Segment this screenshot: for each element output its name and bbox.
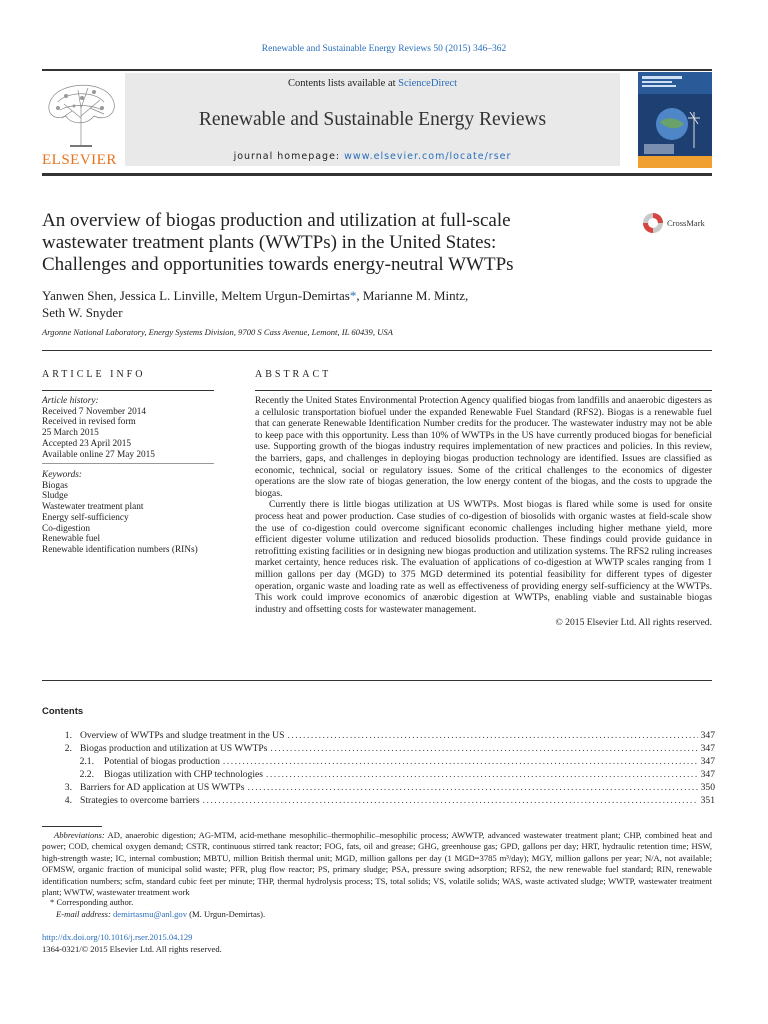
abstract-copyright: © 2015 Elsevier Ltd. All rights reserved. [555, 617, 712, 629]
elsevier-tree-icon [42, 78, 120, 148]
toc-entry[interactable]: 4. Strategies to overcome barriers ..... 351 [40, 795, 715, 807]
abstract-paragraph: Currently there is little biogas utilization at US WWTPs. Most biogas is flared while some is used for onsite process heat and power production. Case studies of co-digestion of biosolids with organic wastes at field-scale show the use of co-digestion could overcome significant economic challenges including higher methane yield, more efficient digester volume utilization and reduced biosolids production. These findings could provide guidance in retrofitting existing facilities or in designing new biogas production and utilization systems. The RFS2 ruling increases market certainty, hence reduces risk. The evaluation of applications of co-digestion at WWTP scales ranging from 1 million gallons per day (MGD) to 375 MGD determined its potential feasibility for different types of digester operation, organic waste and loading rate as well as effectiveness of providing energy self-sufficiency at the WWTPs. This work could improve economics of anærobic digestion at WWTPs, enabling viable and sustainable biogas industry and offsetting costs for wastewater management. [255, 499, 712, 615]
article-info-heading: ARTICLE INFO [42, 369, 146, 380]
history-item: Available online 27 May 2015 [42, 449, 155, 460]
toc-entry[interactable]: 2.2. Biogas utilization with CHP technologies ..... 347 [40, 769, 715, 781]
history-item: Received 7 November 2014 [42, 406, 147, 417]
contents-available: Contents lists available at ScienceDirect [287, 78, 458, 89]
issn-copyright: 1364-0321/© 2015 Elsevier Ltd. All rights reserved. [42, 944, 222, 954]
journal-homepage: journal homepage: www.elsevier.com/locate/rser [233, 151, 512, 162]
toc-entry[interactable]: 2. Biogas production and utilization at US WWTPs ..... 347 [40, 743, 715, 755]
abstract-body [255, 395, 712, 629]
journal-citation[interactable]: Renewable and Sustainable Energy Reviews 50 (2015) 346–362 [261, 44, 507, 54]
contents-heading: Contents [42, 706, 84, 717]
email-note: E-mail address: demirtasmu@anl.gov (M. Urgun-Demirtas). [56, 909, 266, 919]
journal-title: Renewable and Sustainable Energy Reviews [198, 109, 547, 130]
abstract-heading: ABSTRACT [255, 369, 332, 380]
sciencedirect-link[interactable]: ScienceDirect [398, 78, 458, 89]
article-title [42, 210, 642, 276]
history-item: 25 March 2015 [42, 428, 99, 439]
history-rule [42, 463, 214, 464]
article-info-rule [42, 390, 214, 391]
toc-entry[interactable]: 2.1. Potential of biogas production ..... 347 [40, 756, 715, 768]
toc-entry[interactable]: 1. Overview of WWTPs and sludge treatment in the US ..... 347 [40, 730, 715, 742]
author-list: Yanwen Shen, Jessica L. Linville, Meltem Urgun-Demirtas*, Marianne M. Mintz, Seth W. Snyder [42, 288, 469, 320]
keyword-item: Biogas [42, 480, 68, 491]
corresponding-author-marker[interactable]: * [349, 288, 357, 303]
abbreviations-footnote: Abbreviations: AD, anaerobic digestion; AG-MTM, acid-methane mesophilic–thermophilic–mesophilic process; AWWTP, advanced wastewater treatment plant; CHP, combined heat and power; COD, chemical oxygen demand; CSTR, continuous stirred tank reactor; FOG, fats, oil and grease; GHG, greenhouse gas; GPD, gallons per day; HRT, hydraulic retention time; HSW, high-strength waste; IC, internal combustion; MBTU, million British thermal unit; MGD, million gallons per day (1 MGD=3785 m³/day); MGY, million gallons per year; N/A, not available; OFMSW, organic fraction of municipal solid waste; PFR, plug flow reactor; PS, primary sludge; PSA, pressure swing adsorption; RFS2, the new renewable fuel standard; RIN, renewable identification numbers; scfm, standard cubic feet per minute; THP, thermal hydrolysis process; TS, total solids; VS, volatile solids; WAS, waste activated sludge; WWTP, wastewater treatment plant; WWTW, wastewater treatment work [42, 830, 712, 898]
keyword-item: Sludge [42, 491, 68, 502]
journal-cover-thumbnail[interactable] [638, 72, 712, 168]
keywords: Keywords: Biogas Sludge Wastewater treatment plant Energy self-sufficiency Co-digestion Renewable fuel Renewable identification numbers (RINs) [42, 470, 222, 556]
title-line: An overview of biogas production and utilization at full-scale [42, 210, 511, 231]
info-top-rule [42, 350, 712, 351]
article-history: Article history: Received 7 November 2014 Received in revised form 25 March 2015 Accepted 23 April 2015 Available online 27 May 2015 [42, 396, 217, 460]
title-line: Challenges and opportunities towards energy-neutral WWTPs [42, 254, 514, 275]
crossmark-label: CrossMark [667, 218, 705, 228]
keyword-item: Wastewater treatment plant [42, 502, 144, 513]
doi-link[interactable]: http://dx.doi.org/10.1016/j.rser.2015.04.129 [42, 932, 193, 942]
history-item: Accepted 23 April 2015 [42, 438, 132, 449]
corresponding-author-note: * Corresponding author. [50, 897, 134, 907]
contents-top-rule [42, 680, 712, 681]
homepage-link[interactable]: www.elsevier.com/locate/rser [344, 151, 512, 162]
abstract-rule [255, 390, 712, 391]
author-email-link[interactable]: demirtasmu@anl.gov [112, 909, 187, 919]
toc-entry[interactable]: 3. Barriers for AD application at US WWTPs ..... 350 [40, 782, 715, 794]
elsevier-wordmark: ELSEVIER [42, 152, 117, 168]
affiliation: Argonne National Laboratory, Energy Systems Division, 9700 S Cass Avenue, Lemont, IL 60439, USA [42, 327, 393, 337]
elsevier-logo [42, 78, 122, 168]
keyword-item: Energy self-sufficiency [42, 512, 129, 523]
crossmark-icon [642, 212, 664, 234]
title-line: wastewater treatment plants (WWTPs) in the United States: [42, 232, 497, 253]
abstract-paragraph: Recently the United States Environmental Protection Agency qualified biogas from landfills and anaerobic digesters as a cellulosic transportation biofuel under the expanded Renewable Fuel Standard (RFS2). Biogas is a renewable fuel that can generate Renewable Identification Number credits for the producer. The wastewater industry may not be able to keep pace with this opportunity. Less than 10% of WWTPs in the US have currently produced biogas for beneficial use. Supporting growth of the biogas industry requires implementation of new practices and policies. In this review, the barriers, gaps, and challenges in deploying biogas production technology are identified. Issues are classified as economic, technical, social or regulatory issues. Some of the critical challenges to the economics of digester operations are the slow rate of biogas generation, the low energy content of the biogas, and the costs to upgrade the biogas. [255, 395, 712, 499]
keyword-item: Renewable identification numbers (RINs) [42, 544, 198, 555]
header-bottom-rule [42, 173, 712, 176]
footnote-rule [42, 826, 102, 827]
cover-image-icon [638, 72, 712, 168]
keyword-item: Renewable fuel [42, 534, 101, 545]
history-item: Received in revised form [42, 417, 136, 428]
crossmark-badge[interactable] [642, 212, 705, 234]
keyword-item: Co-digestion [42, 523, 91, 534]
header-top-rule [42, 69, 712, 71]
